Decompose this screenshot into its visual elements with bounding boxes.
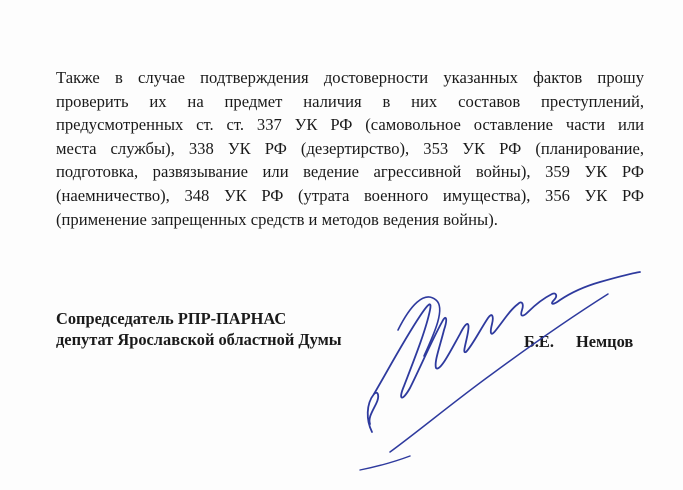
- signatory-name: [524, 331, 633, 352]
- signature-strokes: [360, 272, 640, 470]
- paragraph-line-6: (наемничество), 348 УК РФ (утрата военного имущества), 356 УК РФ: [56, 185, 644, 205]
- paragraph-line-3: предусмотренных ст. ст. 337 УК РФ (самовольное оставление части или: [56, 115, 644, 135]
- letter-paragraph: [56, 66, 644, 231]
- paragraph-line-7: (применение запрещенных средств и методов ведения войны).: [56, 209, 498, 229]
- signatory-initials: Б.Е.: [524, 332, 554, 351]
- paragraph-line-4: места службы), 338 УК РФ (дезертирство), 353 УК РФ (планирование,: [56, 138, 644, 158]
- paragraph-line-1: Также в случае подтверждения достоверности указанных фактов прошу: [56, 68, 644, 87]
- signatory-surname: Немцов: [575, 332, 634, 351]
- signatory-office: депутат Ярославской областной Думы: [56, 330, 342, 349]
- signatory-position: Сопредседатель РПР-ПАРНАС: [56, 309, 287, 328]
- paragraph-line-2: проверить их на предмет наличия в них составов преступлений,: [56, 91, 644, 111]
- paragraph-line-5: подготовка, развязывание или ведение агрессивной войны), 359 УК РФ: [56, 162, 644, 182]
